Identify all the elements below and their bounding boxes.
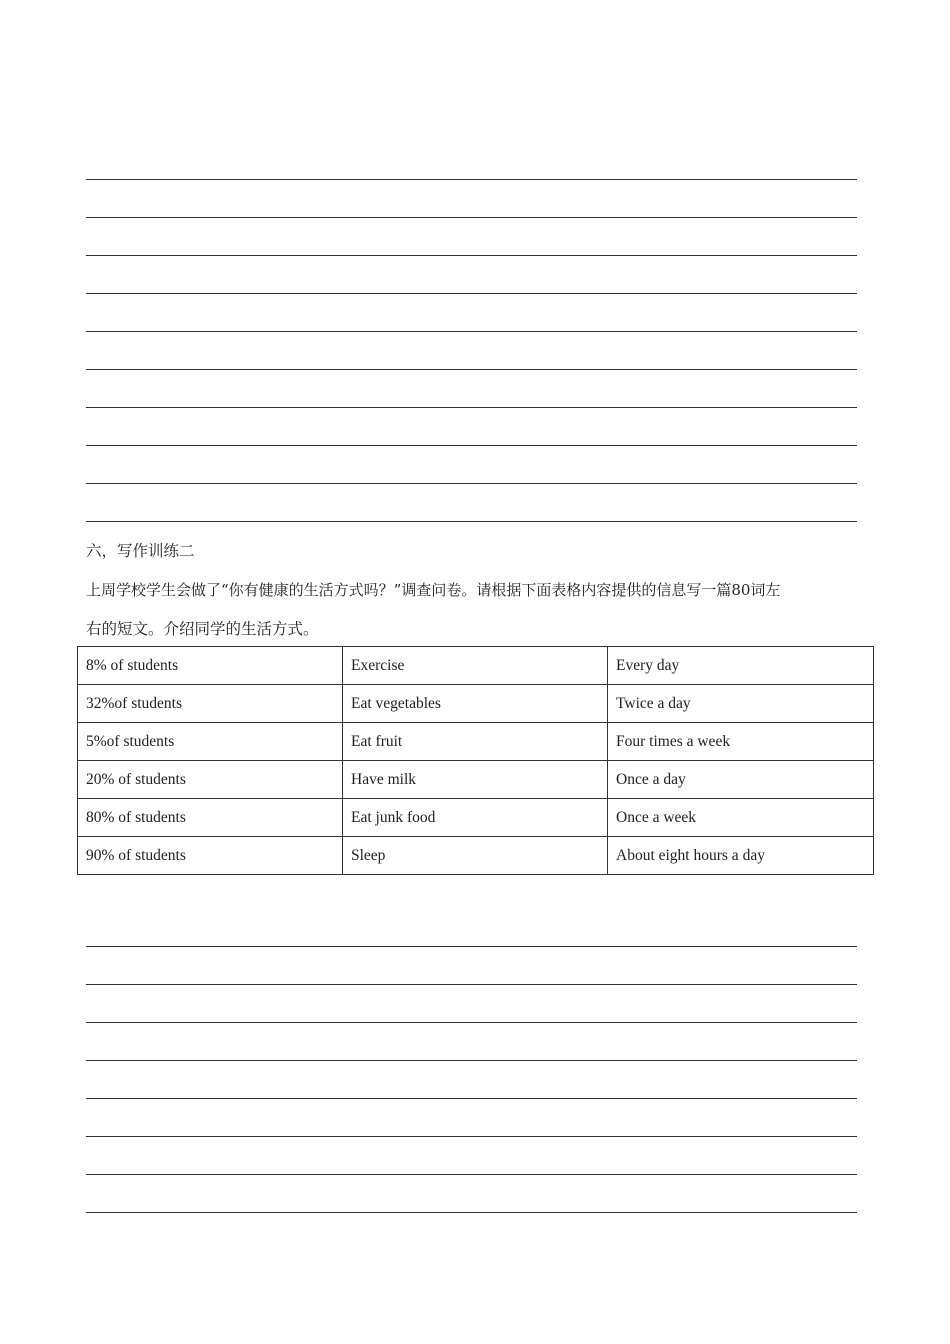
instruction-line-1: 上周学校学生会做了“你有健康的生活方式吗？”调查问卷。请根据下面表格内容提供的信息写一篇80词左 xyxy=(86,581,781,599)
writing-line xyxy=(86,445,857,446)
writing-line xyxy=(86,946,857,947)
writing-line xyxy=(86,255,857,256)
writing-line xyxy=(86,293,857,294)
survey-table xyxy=(77,646,874,875)
activity-cell: Eat junk food xyxy=(343,799,608,837)
writing-line xyxy=(86,483,857,484)
activity-cell: Sleep xyxy=(343,837,608,875)
writing-line xyxy=(86,521,857,522)
writing-line xyxy=(86,1212,857,1213)
table-row xyxy=(78,647,874,685)
table-row xyxy=(78,723,874,761)
frequency-cell: Once a day xyxy=(608,761,874,799)
frequency-cell: About eight hours a day xyxy=(608,837,874,875)
writing-line xyxy=(86,1098,857,1099)
writing-line xyxy=(86,984,857,985)
student-percentage-cell: 90% of students xyxy=(78,837,343,875)
writing-line xyxy=(86,331,857,332)
instruction-line-2: 右的短文。介绍同学的生活方式。 xyxy=(86,620,319,638)
table-row xyxy=(78,685,874,723)
frequency-cell: Four times a week xyxy=(608,723,874,761)
section-heading: 六，写作训练二 xyxy=(86,542,195,560)
table-row xyxy=(78,837,874,875)
writing-line xyxy=(86,1022,857,1023)
frequency-cell: Every day xyxy=(608,647,874,685)
activity-cell: Have milk xyxy=(343,761,608,799)
student-percentage-cell: 80% of students xyxy=(78,799,343,837)
table-row xyxy=(78,799,874,837)
writing-line xyxy=(86,1060,857,1061)
frequency-cell: Twice a day xyxy=(608,685,874,723)
student-percentage-cell: 8% of students xyxy=(78,647,343,685)
student-percentage-cell: 32%of students xyxy=(78,685,343,723)
writing-line xyxy=(86,369,857,370)
frequency-cell: Once a week xyxy=(608,799,874,837)
activity-cell: Eat fruit xyxy=(343,723,608,761)
writing-line xyxy=(86,407,857,408)
activity-cell: Eat vegetables xyxy=(343,685,608,723)
writing-line xyxy=(86,1136,857,1137)
table-row xyxy=(78,761,874,799)
writing-line xyxy=(86,1174,857,1175)
student-percentage-cell: 20% of students xyxy=(78,761,343,799)
student-percentage-cell: 5%of students xyxy=(78,723,343,761)
writing-line xyxy=(86,217,857,218)
activity-cell: Exercise xyxy=(343,647,608,685)
writing-line xyxy=(86,179,857,180)
